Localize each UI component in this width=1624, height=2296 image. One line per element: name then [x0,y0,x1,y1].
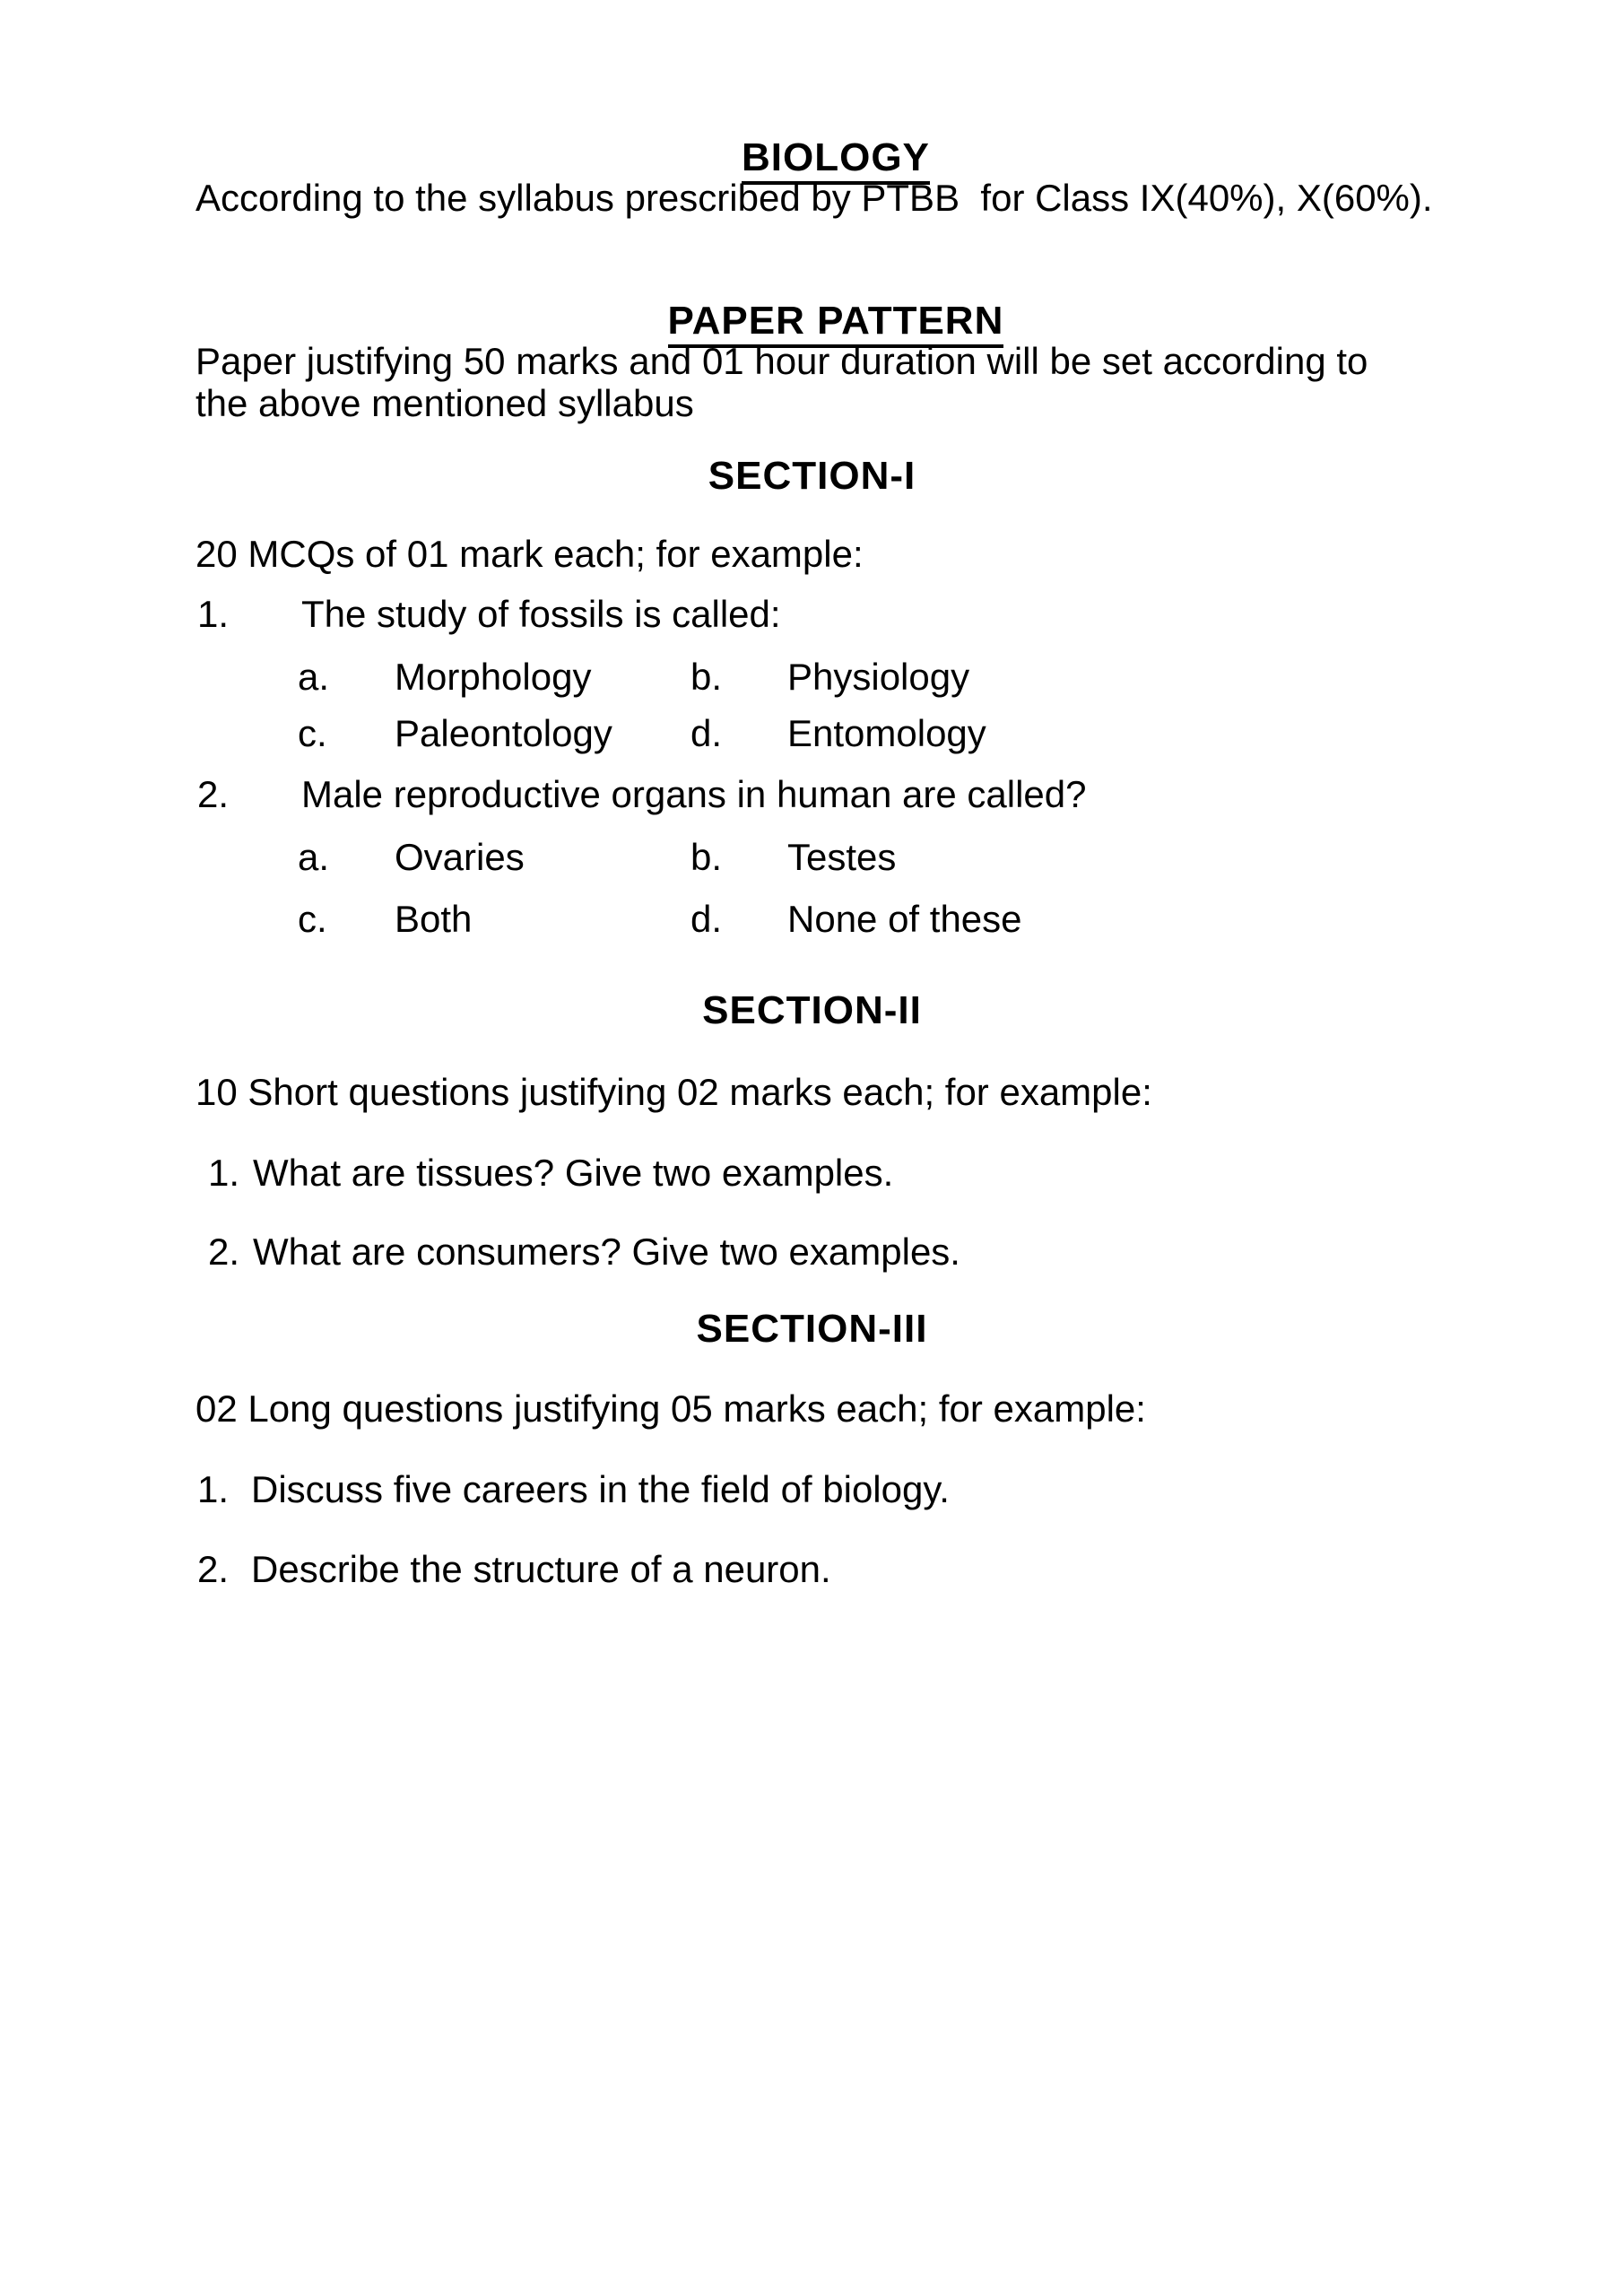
question-text: Discuss five careers in the field of biology. [251,1468,950,1510]
option-label: d. [690,898,723,940]
paper-pattern-line-1: Paper justifying 50 marks and 01 hour duration will be set according to [195,340,1368,382]
question-text: What are consumers? Give two examples. [253,1231,960,1273]
option-label: d. [690,712,723,754]
section1-heading: SECTION-I [708,454,916,498]
question-number: 1. [208,1152,240,1194]
section2-intro: 10 Short questions justifying 02 marks each; for example: [195,1071,1152,1113]
option-text: Morphology [395,656,592,698]
question-text: The study of fossils is called: [301,593,781,635]
question-text: What are tissues? Give two examples. [253,1152,894,1194]
paper-pattern-line-2: the above mentioned syllabus [195,382,694,424]
section1-intro: 20 MCQs of 01 mark each; for example: [195,533,864,575]
intro-text: According to the syllabus prescribed by PTBB for Class IX(40%), X(60%). [195,177,1433,219]
section3-question-2 [0,1548,1624,1701]
option-text: Testes [787,836,897,878]
question-number: 1. [197,1468,230,1510]
document-title: BIOLOGY [742,138,930,185]
option-text: Entomology [787,712,986,754]
option-text: Paleontology [395,712,612,754]
option-text: Physiology [787,656,970,698]
paper-pattern-heading: PAPER PATTERN [668,301,1004,348]
option-label: c. [298,898,327,940]
section3-heading: SECTION-III [696,1307,928,1351]
question-number: 2. [197,773,230,815]
option-text: None of these [787,898,1022,940]
question-number: 1. [197,593,230,635]
option-label: a. [298,836,330,878]
question-number: 2. [208,1231,240,1273]
section3-intro: 02 Long questions justifying 05 marks each; for example: [195,1387,1146,1430]
option-text: Both [395,898,473,940]
section2-heading: SECTION-II [702,988,922,1032]
option-label: b. [690,836,723,878]
question-text: Male reproductive organs in human are called? [301,773,1087,815]
option-label: b. [690,656,723,698]
option-label: c. [298,712,327,754]
question-number: 2. [197,1548,230,1590]
option-text: Ovaries [395,836,525,878]
option-label: a. [298,656,330,698]
question-text: Describe the structure of a neuron. [251,1548,831,1590]
